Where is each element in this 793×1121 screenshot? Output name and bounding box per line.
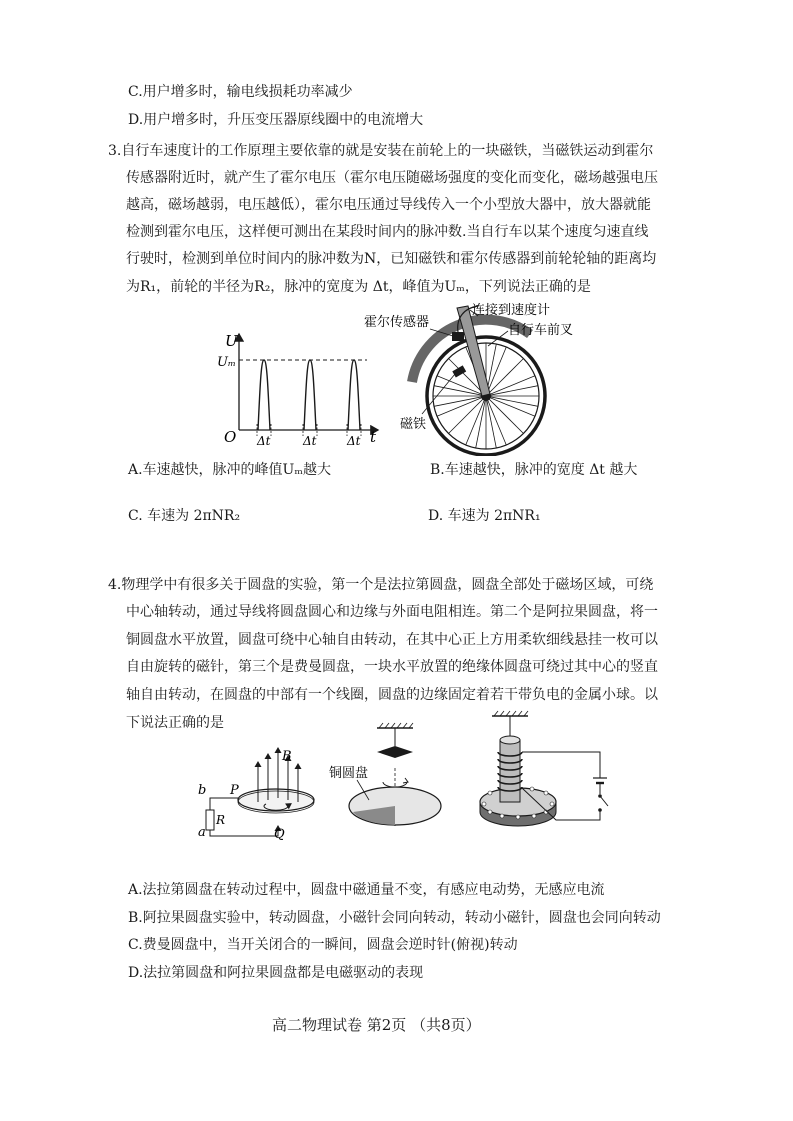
q3-option-a: A.车速越快，脉冲的峰值Uₘ越大 xyxy=(128,462,331,478)
q3-option-b: B.车速越快，脉冲的宽度 Δt 越大 xyxy=(430,462,638,478)
point-q-label: Q xyxy=(274,827,285,840)
feynman-disk-diagram xyxy=(470,708,620,838)
q3-stem-line-6: 为R₁，前轮的半径为R₂，脉冲的宽度为 Δt，峰值为Uₘ，下列说法正确的是 xyxy=(126,279,591,295)
origin-label: O xyxy=(224,428,237,446)
terminal-a-label: a xyxy=(198,825,206,840)
q4-stem-line-4: 自由旋转的磁针，第三个是费曼圆盘，一块水平放置的绝缘体圆盘可绕过其中心的竖直 xyxy=(126,659,658,675)
q3-stem-line-5: 行驶时，检测到单位时间内的脉冲数为N，已知磁铁和霍尔传感器到前轮轮轴的距离均 xyxy=(126,251,657,267)
q4-stem-line-1: 4.物理学中有很多关于圆盘的实验，第一个是法拉第圆盘，圆盘全部处于磁场区域，可绕 xyxy=(108,577,654,593)
arago-disk-diagram xyxy=(325,720,465,835)
q4-option-a: A.法拉第圆盘在转动过程中，圆盘中磁通量不变，有感应电动势，无感应电流 xyxy=(128,882,605,898)
front-fork-label: 自行车前叉 xyxy=(508,323,574,338)
q3-stem-line-3: 越高，磁场越弱，电压越低），霍尔电压通过导线传入一个小型放大器中，放大器就能 xyxy=(126,197,651,213)
page-footer: 高二物理试卷 第2页 （共8页） xyxy=(272,1016,481,1034)
point-p-label: P xyxy=(230,783,239,798)
q4-stem-line-6: 下说法正确的是 xyxy=(126,715,224,731)
q3-stem-line-4: 检测到霍尔电压，这样便可测出在某段时间内的脉冲数.当自行车以某个速度匀速直线 xyxy=(126,224,649,240)
axis-label-t: t xyxy=(370,428,377,446)
q3-option-c: C. 车速为 2πNR₂ xyxy=(128,508,241,524)
pulse-width-label-1: Δt xyxy=(257,434,271,448)
hall-sensor-label: 霍尔传感器 xyxy=(364,315,430,330)
q4-option-c: C.费曼圆盘中，当开关闭合的一瞬间，圆盘会逆时针(俯视)转动 xyxy=(128,937,518,953)
resistor-label: R xyxy=(216,813,226,827)
speedometer-connection-label: 连接到速度计 xyxy=(472,303,551,318)
q3-stem-line-1: 3.自行车速度计的工作原理主要依靠的就是安装在前轮上的一块磁铁，当磁铁运动到霍尔 xyxy=(108,143,654,159)
q4-stem-line-3: 铜圆盘水平放置，圆盘可绕中心轴自由转动，在其中心正上方用柔软细线悬挂一枚可以 xyxy=(126,632,658,648)
bicycle-wheel-diagram xyxy=(360,296,660,456)
q4-stem-line-5: 轴自由转动，在圆盘的中部有一个线圈，圆盘的边缘固定着若干带负电的金属小球。以 xyxy=(126,687,658,703)
q2-option-c: C.用户增多时，输电线损耗功率减少 xyxy=(128,84,353,100)
magnet-label: 磁铁 xyxy=(400,417,427,432)
q3-stem-line-2: 传感器附近时，就产生了霍尔电压（霍尔电压随磁场强度的变化而变化，磁场越强电压 xyxy=(126,170,658,186)
axis-label-u: U xyxy=(225,332,238,350)
field-b-label: B xyxy=(282,749,292,764)
pulse-width-label-2: Δt xyxy=(303,434,317,448)
q2-option-d: D.用户增多时，升压变压器原线圈中的电流增大 xyxy=(128,112,424,128)
q4-option-d: D.法拉第圆盘和阿拉果圆盘都是电磁驱动的表现 xyxy=(128,965,424,981)
faraday-disk-diagram xyxy=(190,740,320,840)
q3-option-d: D. 车速为 2πNR₁ xyxy=(428,508,541,524)
q4-option-b: B.阿拉果圆盘实验中，转动圆盘，小磁针会同向转动，转动小磁针，圆盘也会同向转动 xyxy=(128,910,661,926)
peak-label-um: Uₘ xyxy=(217,355,236,370)
q4-stem-line-2: 中心轴转动，通过导线将圆盘圆心和边缘与外面电阻相连。第二个是阿拉果圆盘，将一 xyxy=(126,604,658,620)
pulse-width-label-3: Δt xyxy=(347,434,361,448)
copper-disk-label: 铜圆盘 xyxy=(329,766,369,781)
terminal-b-label: b xyxy=(198,783,207,798)
